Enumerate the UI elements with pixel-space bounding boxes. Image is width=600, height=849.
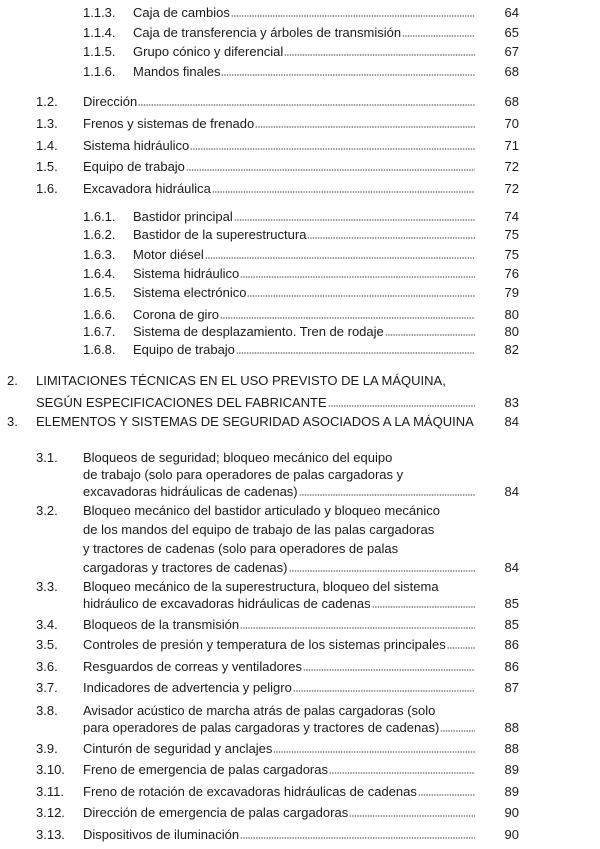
toc-entry-page: 85 — [504, 596, 519, 611]
toc-entry-title: Frenos y sistemas de frenado — [83, 116, 255, 131]
dot-leader — [385, 334, 475, 336]
toc-entry-number: 1.6.1. — [83, 209, 116, 224]
toc-entry-title: de los mandos del equipo de trabajo de las palas cargadoras — [83, 522, 435, 537]
toc-entry-page: 72 — [504, 181, 519, 196]
toc-entry-page: 84 — [504, 560, 519, 575]
dot-leader — [231, 15, 475, 17]
dot-leader — [372, 606, 475, 608]
toc-entry-page: 71 — [504, 138, 519, 153]
toc-entry-number: 1.6. — [36, 181, 58, 196]
dot-leader — [186, 169, 475, 171]
toc-entry-title: Bloqueo mecánico del bastidor articulado y bloqueo mecánico — [83, 503, 440, 518]
toc-entry-number: 1.6.8. — [83, 342, 116, 357]
toc-entry-number: 3.10. — [36, 762, 65, 777]
dot-leader — [212, 191, 475, 193]
dot-leader — [440, 730, 475, 732]
toc-entry-number: 1.6.7. — [83, 324, 116, 339]
dot-leader — [328, 405, 475, 407]
toc-entry-page: 86 — [504, 637, 519, 652]
toc-entry-page: 86 — [504, 659, 519, 674]
toc-entry-number: 3. — [7, 414, 18, 429]
toc-entry-title: Corona de giro — [133, 307, 219, 322]
toc-entry-title: Grupo cónico y diferencial — [133, 44, 284, 59]
dot-leader — [240, 276, 475, 278]
toc-entry-title: Cinturón de seguridad y anclajes — [83, 741, 273, 756]
toc-entry-title: Mandos finales — [133, 64, 221, 79]
dot-leader — [221, 74, 475, 76]
dot-leader — [255, 126, 475, 128]
toc-entry-page: 72 — [504, 159, 519, 174]
dot-leader — [303, 669, 475, 671]
toc-entry-number: 3.8. — [36, 703, 58, 718]
toc-entry-page: 67 — [504, 44, 519, 59]
toc-entry-number: 1.6.4. — [83, 266, 116, 281]
toc-entry-page: 65 — [504, 25, 519, 40]
toc-entry-number: 1.6.2. — [83, 227, 116, 242]
toc-entry-page: 80 — [504, 324, 519, 339]
toc-entry-page: 82 — [504, 342, 519, 357]
toc-entry-title: Equipo de trabajo — [133, 342, 235, 357]
toc-entry-page: 70 — [504, 116, 519, 131]
toc-entry-title: Bloqueos de seguridad; bloqueo mecánico del equipo — [83, 450, 393, 465]
toc-entry-number: 1.1.4. — [83, 25, 116, 40]
toc-entry-page: 79 — [504, 285, 519, 300]
toc-entry-title: Motor diésel — [133, 247, 204, 262]
toc-entry-number: 1.1.5. — [83, 44, 116, 59]
toc-entry-number: 3.4. — [36, 617, 58, 632]
toc-entry-title: SEGÚN ESPECIFICACIONES DEL FABRICANTE — [36, 395, 327, 410]
toc-entry-page: 88 — [504, 720, 519, 735]
dot-leader — [293, 690, 475, 692]
toc-entry-number: 3.13. — [36, 827, 65, 842]
toc-entry-number: 1.2. — [36, 94, 58, 109]
dot-leader — [289, 570, 476, 572]
toc-entry-title: cargadoras y tractores de cadenas) — [83, 560, 288, 575]
dot-leader — [307, 237, 475, 239]
dot-leader — [273, 751, 475, 753]
toc-entry-title: ELEMENTOS Y SISTEMAS DE SEGURIDAD ASOCIADOS A LA MÁQUINA — [36, 414, 474, 429]
toc-entry-title: Bloqueos de la transmisión — [83, 617, 240, 632]
toc-entry-number: 1.6.6. — [83, 307, 116, 322]
toc-entry-number: 3.6. — [36, 659, 58, 674]
toc-entry-page: 75 — [504, 247, 519, 262]
toc-entry-title: Indicadores de advertencia y peligro — [83, 680, 292, 695]
toc-entry-page: 88 — [504, 741, 519, 756]
toc-entry-page: 84 — [504, 484, 519, 499]
dot-leader — [190, 148, 475, 150]
dot-leader — [329, 772, 475, 774]
toc-entry-page: 76 — [504, 266, 519, 281]
dot-leader — [299, 494, 475, 496]
toc-entry-title: para operadores de palas cargadoras y tractores de cadenas) — [83, 720, 440, 735]
toc-entry-page: 90 — [504, 805, 519, 820]
toc-entry-page: 89 — [504, 762, 519, 777]
toc-entry-number: 3.11. — [36, 784, 64, 799]
dot-leader — [418, 794, 475, 796]
toc-entry-page: 87 — [504, 680, 519, 695]
toc-entry-title: de trabajo (solo para operadores de palas cargadoras y — [83, 467, 404, 482]
toc-entry-title: Bastidor de la superestructura — [133, 227, 307, 242]
toc-entry-title: Freno de rotación de excavadoras hidráulicas de cadenas — [83, 784, 417, 799]
toc-entry-title: Sistema electrónico — [133, 285, 247, 300]
toc-entry-title: LIMITACIONES TÉCNICAS EN EL USO PREVISTO DE LA MÁQUINA, — [36, 373, 446, 388]
toc-entry-title: Equipo de trabajo — [83, 159, 185, 174]
toc-entry-title: Resguardos de correas y ventiladores — [83, 659, 302, 674]
toc-entry-number: 2. — [7, 373, 18, 388]
toc-entry-title: Sistema hidráulico — [133, 266, 240, 281]
toc-entry-page: 85 — [504, 617, 519, 632]
dot-leader — [402, 35, 475, 37]
toc-entry-title: Bloqueo mecánico de la superestructura, bloqueo del sistema — [83, 579, 439, 594]
toc-entry-number: 1.1.3. — [83, 5, 116, 20]
toc-entry-number: 3.2. — [36, 503, 58, 518]
dot-leader — [284, 54, 475, 56]
dot-leader — [205, 257, 475, 259]
dot-leader — [240, 627, 475, 629]
toc-entry-number: 1.4. — [36, 138, 58, 153]
toc-entry-page: 89 — [504, 784, 519, 799]
toc-entry-title: y tractores de cadenas (solo para operadores de palas — [83, 541, 399, 556]
toc-entry-title: Dirección de emergencia de palas cargadoras — [83, 805, 349, 820]
dot-leader — [447, 647, 475, 649]
toc-entry-number: 1.1.6. — [83, 64, 116, 79]
toc-entry-page: 68 — [504, 64, 519, 79]
dot-leader — [236, 352, 475, 354]
toc-entry-number: 3.1. — [36, 450, 58, 465]
toc-entry-page: 83 — [504, 395, 519, 410]
toc-entry-title: excavadoras hidráulicas de cadenas) — [83, 484, 298, 499]
dot-leader — [234, 219, 475, 221]
toc-entry-title: Caja de transferencia y árboles de transmisión — [133, 25, 402, 40]
toc-entry-title: Bastidor principal — [133, 209, 233, 224]
toc-entry-page: 80 — [504, 307, 519, 322]
toc-entry-title: Sistema de desplazamiento. Tren de rodaje — [133, 324, 384, 339]
toc-entry-page: 75 — [504, 227, 519, 242]
toc-entry-title: Freno de emergencia de palas cargadoras — [83, 762, 328, 777]
toc-entry-number: 1.6.5. — [83, 285, 116, 300]
toc-entry-title: Sistema hidráulico — [83, 138, 190, 153]
toc-entry-title: Dirección — [83, 94, 138, 109]
toc-entry-title: Caja de cambios — [133, 5, 230, 20]
dot-leader — [220, 317, 475, 319]
toc-entry-number: 3.7. — [36, 680, 58, 695]
toc-entry-number: 3.9. — [36, 741, 58, 756]
toc-entry-number: 3.5. — [36, 637, 58, 652]
toc-entry-page: 64 — [504, 5, 519, 20]
toc-entry-title: Excavadora hidráulica — [83, 181, 211, 196]
toc-entry-number: 1.5. — [36, 159, 58, 174]
dot-leader — [240, 837, 475, 839]
dot-leader — [247, 295, 475, 297]
dot-leader — [349, 815, 475, 817]
toc-entry-title: Avisador acústico de marcha atrás de palas cargadoras (solo — [83, 703, 436, 718]
toc-entry-number: 1.3. — [36, 116, 58, 131]
toc-entry-page: 84 — [504, 414, 519, 429]
toc-entry-title: hidráulico de excavadoras hidráulicas de cadenas — [83, 596, 371, 611]
toc-entry-title: Controles de presión y temperatura de los sistemas principales — [83, 637, 446, 652]
toc-entry-number: 3.3. — [36, 579, 58, 594]
toc-entry-page: 90 — [504, 827, 519, 842]
toc-entry-page: 74 — [504, 209, 519, 224]
toc-entry-title: Dispositivos de iluminación — [83, 827, 240, 842]
toc-entry-number: 1.6.3. — [83, 247, 116, 262]
dot-leader — [138, 104, 475, 106]
toc-entry-number: 3.12. — [36, 805, 65, 820]
toc-entry-page: 68 — [504, 94, 519, 109]
